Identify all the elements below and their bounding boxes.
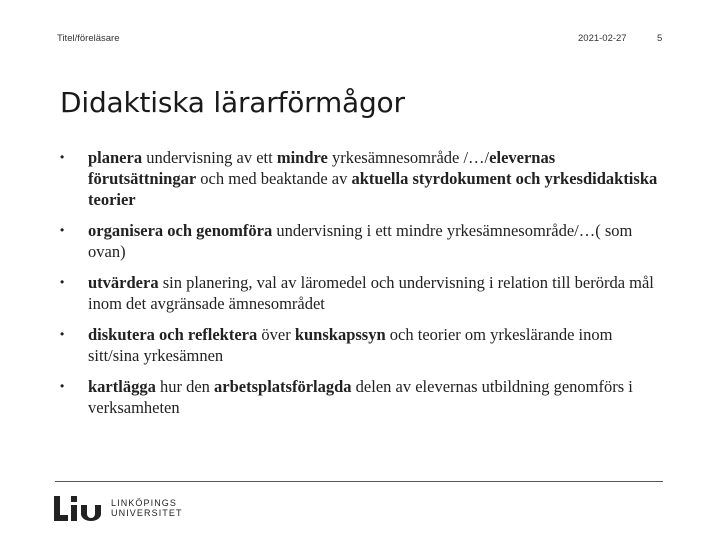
bullet-point-icon: •: [60, 223, 65, 237]
bullet-text: undervisning av ett: [142, 148, 277, 167]
logo-text-line1: LINKÖPINGS: [111, 498, 178, 508]
bullet-list: [60, 147, 660, 428]
bullet-point-icon: •: [60, 327, 65, 341]
bullet-text: sin planering, val av läromedel och undervisning i relation till berörda mål inom det avgränsade ämnesområdet: [88, 273, 654, 313]
bullet-text: yrkesämnesområde /…/: [327, 148, 490, 167]
bullet-bold-text: arbetsplatsförlagda: [214, 377, 352, 396]
bullet-point-icon: •: [60, 150, 65, 164]
slide-title: Didaktiska lärarförmågor: [60, 86, 405, 119]
bullet-item: [60, 376, 660, 418]
bullet-text: och teorier om yrkeslärande inom sitt/sina yrkesämnen: [88, 325, 613, 365]
bullet-item: [60, 324, 660, 366]
logo-text-line2: UNIVERSITET: [111, 508, 183, 518]
university-logo: [54, 493, 184, 521]
header-presenter: Titel/föreläsare: [57, 33, 120, 44]
bullet-bold-text: mindre: [276, 148, 328, 167]
header-date: 2021-02-27: [578, 33, 627, 44]
bullet-bold-text: kunskapssyn: [294, 325, 386, 344]
bullet-item: [60, 147, 660, 210]
bullet-bold-text: elevernas förutsättningar: [88, 148, 556, 188]
liu-logo-mark: [54, 493, 106, 521]
bullet-bold-text: organisera och genomföra: [88, 221, 273, 240]
bullet-text: och med beaktande av: [196, 169, 352, 188]
bullet-item: [60, 272, 660, 314]
bullet-item: [60, 220, 660, 262]
bullet-bold-text: aktuella styrdokument och yrkesdidaktiska teorier: [88, 169, 658, 209]
bullet-text: delen av elevernas utbildning genomförs i verksamheten: [88, 377, 633, 417]
bullet-text: över: [257, 325, 295, 344]
bullet-point-icon: •: [60, 379, 65, 393]
bullet-text: undervisning i ett mindre yrkesämnesområde/…( som ovan): [88, 221, 633, 261]
bullet-bold-text: planera: [88, 148, 143, 167]
bullet-bold-text: kartlägga: [88, 377, 156, 396]
bullet-bold-text: diskutera och reflektera: [88, 325, 258, 344]
footer-divider: [55, 481, 663, 482]
bullet-text: hur den: [155, 377, 215, 396]
bullet-point-icon: •: [60, 275, 65, 289]
bullet-bold-text: utvärdera: [88, 273, 159, 292]
page-number: 5: [657, 33, 663, 44]
